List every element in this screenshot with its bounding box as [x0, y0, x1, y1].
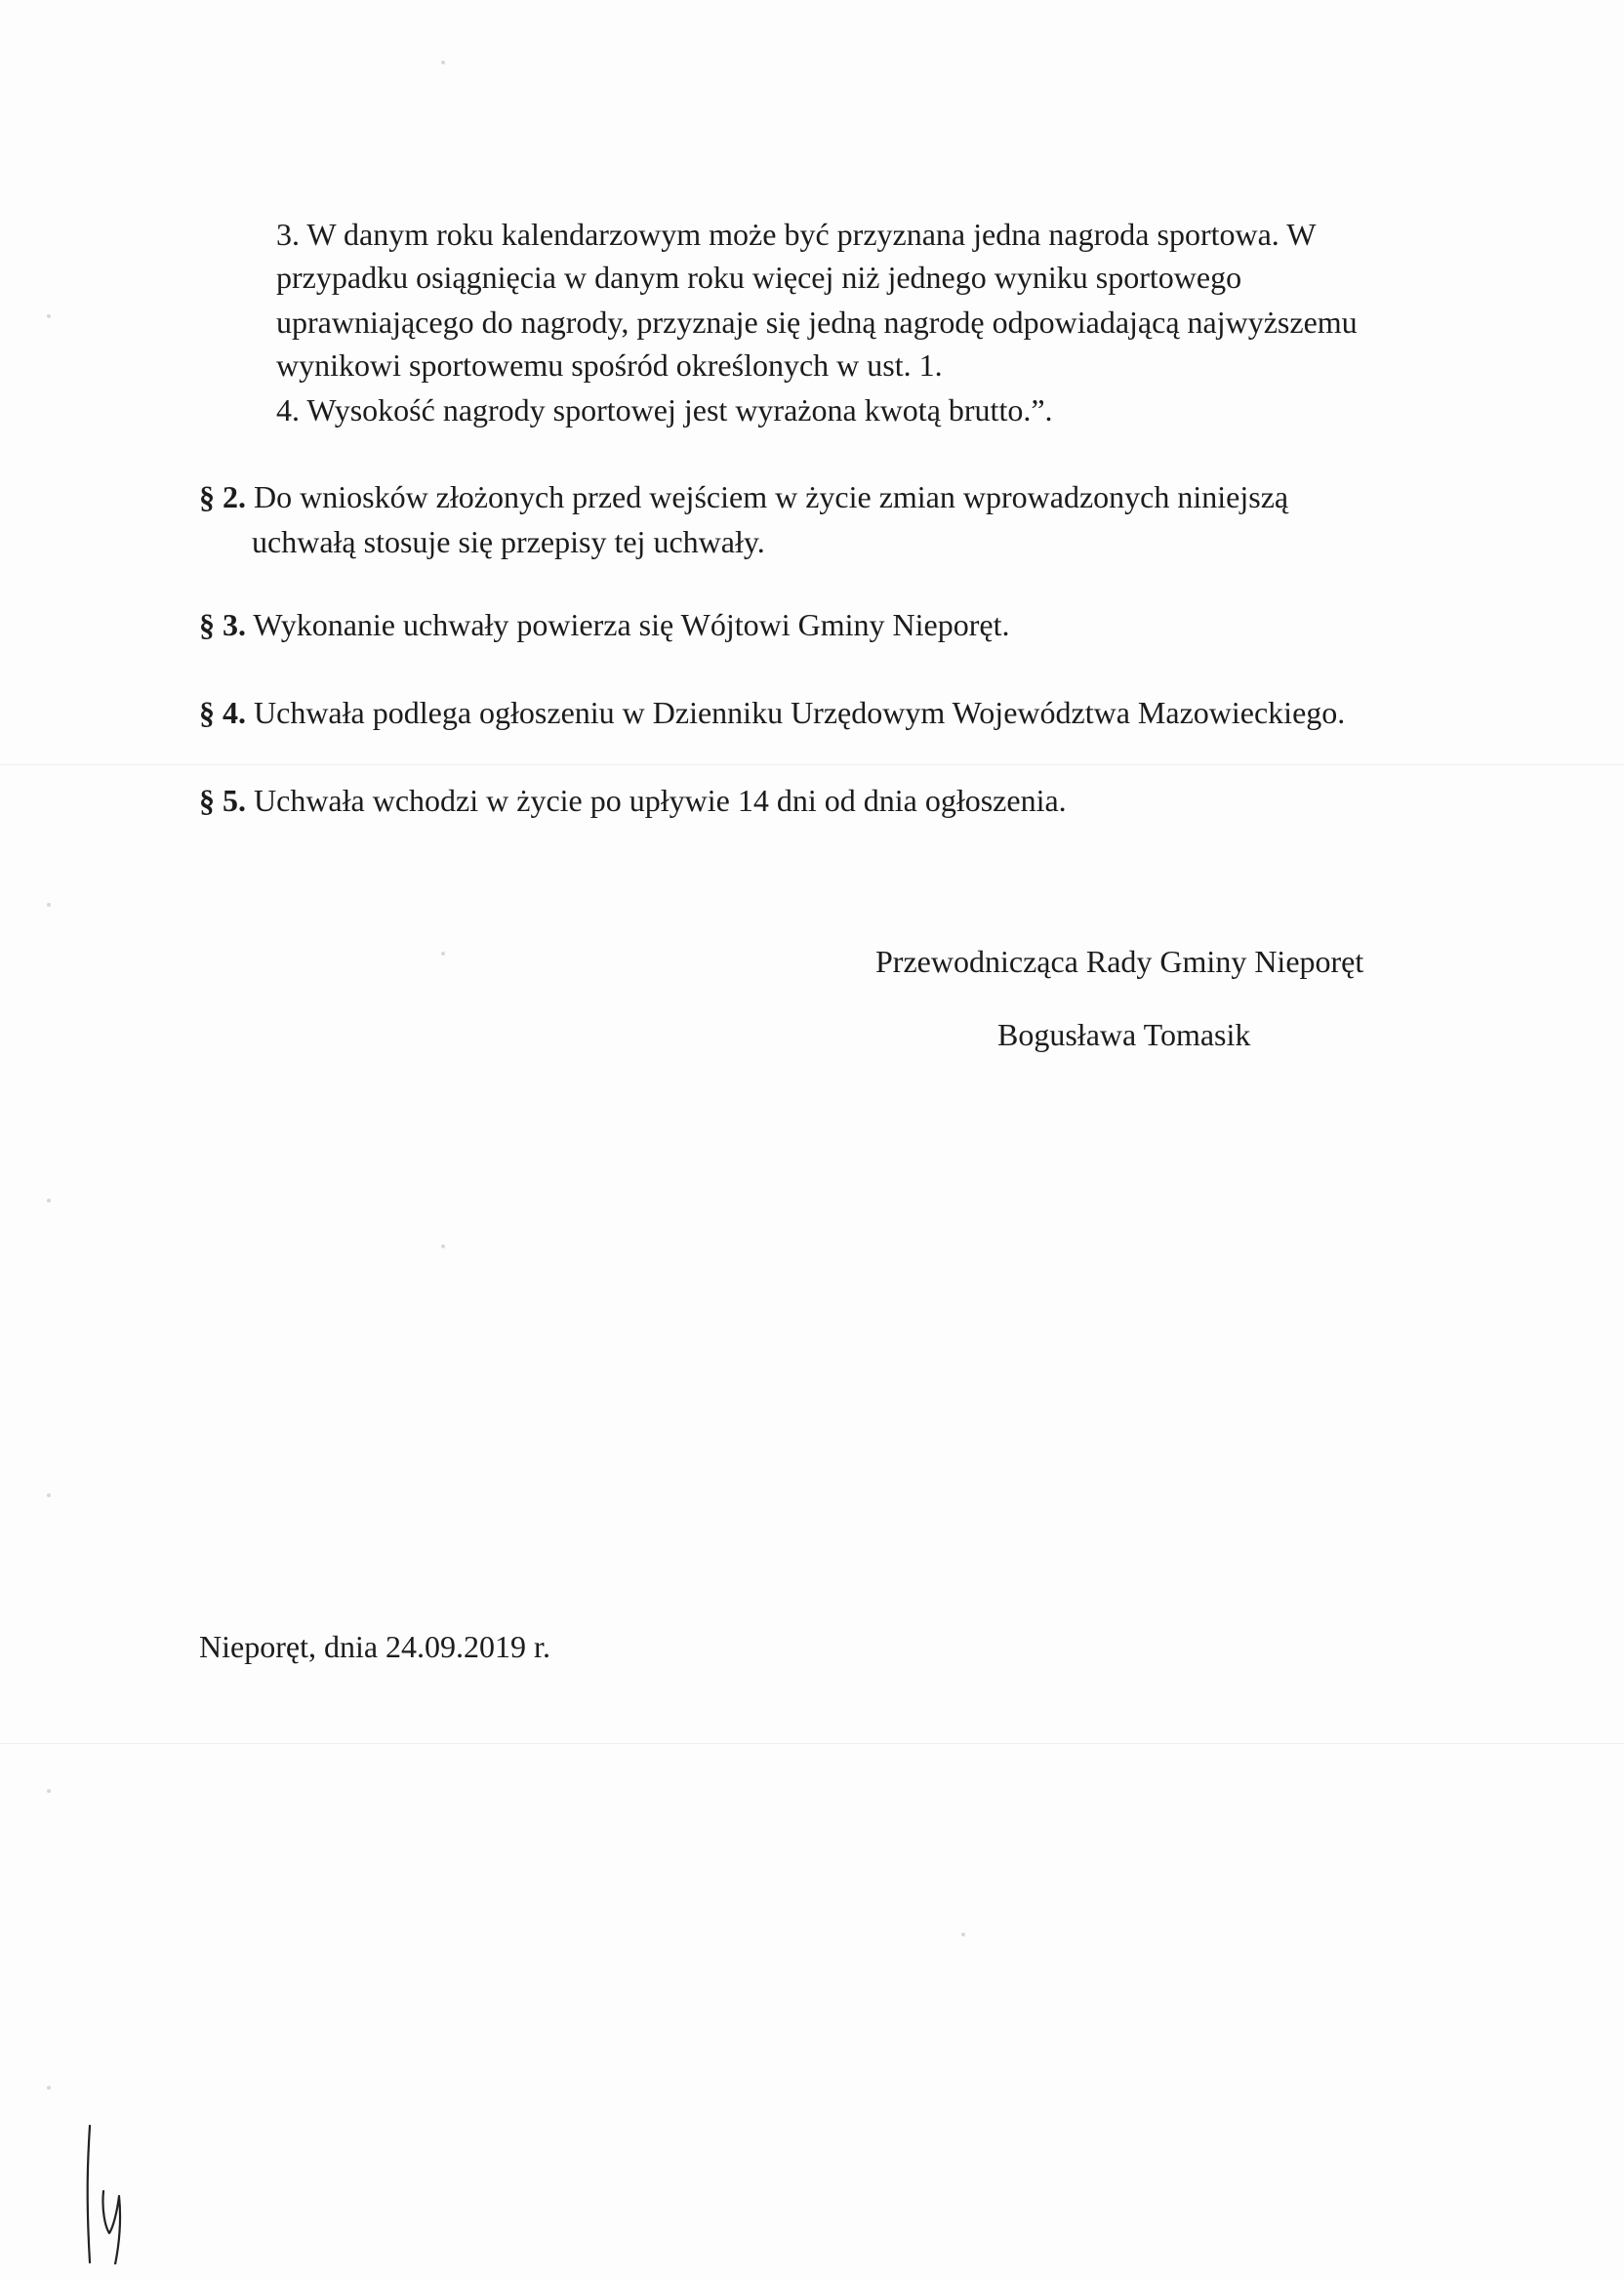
section-2-text: Do wniosków złożonych przed wejściem w życie zmian wprowadzonych niniejszą	[246, 479, 1289, 514]
signature-name: Bogusława Tomasik	[997, 1017, 1251, 1052]
paragraph-3-line-4: wynikowi sportowemu spośród określonych w ust. 1.	[276, 347, 943, 383]
section-2-line-2: uchwałą stosuje się przepisy tej uchwały.	[252, 524, 765, 559]
scan-artifact-dot	[441, 1244, 445, 1248]
scan-artifact-dot	[47, 2086, 51, 2090]
section-4-number: § 4.	[199, 695, 246, 730]
paragraph-3-line-3: uprawniającego do nagrody, przyznaje się jedną nagrodę odpowiadającą najwyższemu	[276, 305, 1358, 340]
section-5-text: Uchwała wchodzi w życie po upływie 14 dni od dnia ogłoszenia.	[246, 783, 1067, 818]
scan-artifact-dot	[47, 314, 51, 318]
section-3	[199, 603, 1009, 646]
scan-artifact-dot	[441, 61, 445, 64]
scan-artifact-dot	[47, 903, 51, 907]
scan-artifact-line	[0, 1743, 1624, 1744]
section-5	[199, 779, 1067, 822]
section-2-number: § 2.	[199, 479, 246, 514]
section-3-number: § 3.	[199, 607, 246, 642]
signature-title: Przewodnicząca Rady Gminy Nieporęt	[875, 944, 1364, 979]
section-4-text: Uchwała podlega ogłoszeniu w Dzienniku Urzędowym Województwa Mazowieckiego.	[246, 695, 1346, 730]
paragraph-3-line-2: przypadku osiągnięcia w danym roku więcej niż jednego wyniku sportowego	[276, 260, 1242, 295]
scan-artifact-dot	[441, 952, 445, 956]
scan-artifact-dot	[47, 1789, 51, 1793]
paragraph-4-line-1: 4. Wysokość nagrody sportowej jest wyrażona kwotą brutto.”.	[276, 392, 1053, 428]
scan-artifact-dot	[47, 1493, 51, 1497]
handwritten-initial-mark	[76, 2118, 164, 2264]
scan-artifact-dot	[47, 1199, 51, 1202]
place-date: Nieporęt, dnia 24.09.2019 r.	[199, 1629, 550, 1664]
section-5-number: § 5.	[199, 783, 246, 818]
scan-artifact-line	[0, 764, 1624, 765]
scan-artifact-dot	[961, 1933, 965, 1936]
paragraph-3-line-1: 3. W danym roku kalendarzowym może być przyznana jedna nagroda sportowa. W	[276, 217, 1317, 252]
section-4	[199, 691, 1345, 734]
section-2	[199, 475, 1288, 518]
section-3-text: Wykonanie uchwały powierza się Wójtowi Gminy Nieporęt.	[246, 607, 1010, 642]
